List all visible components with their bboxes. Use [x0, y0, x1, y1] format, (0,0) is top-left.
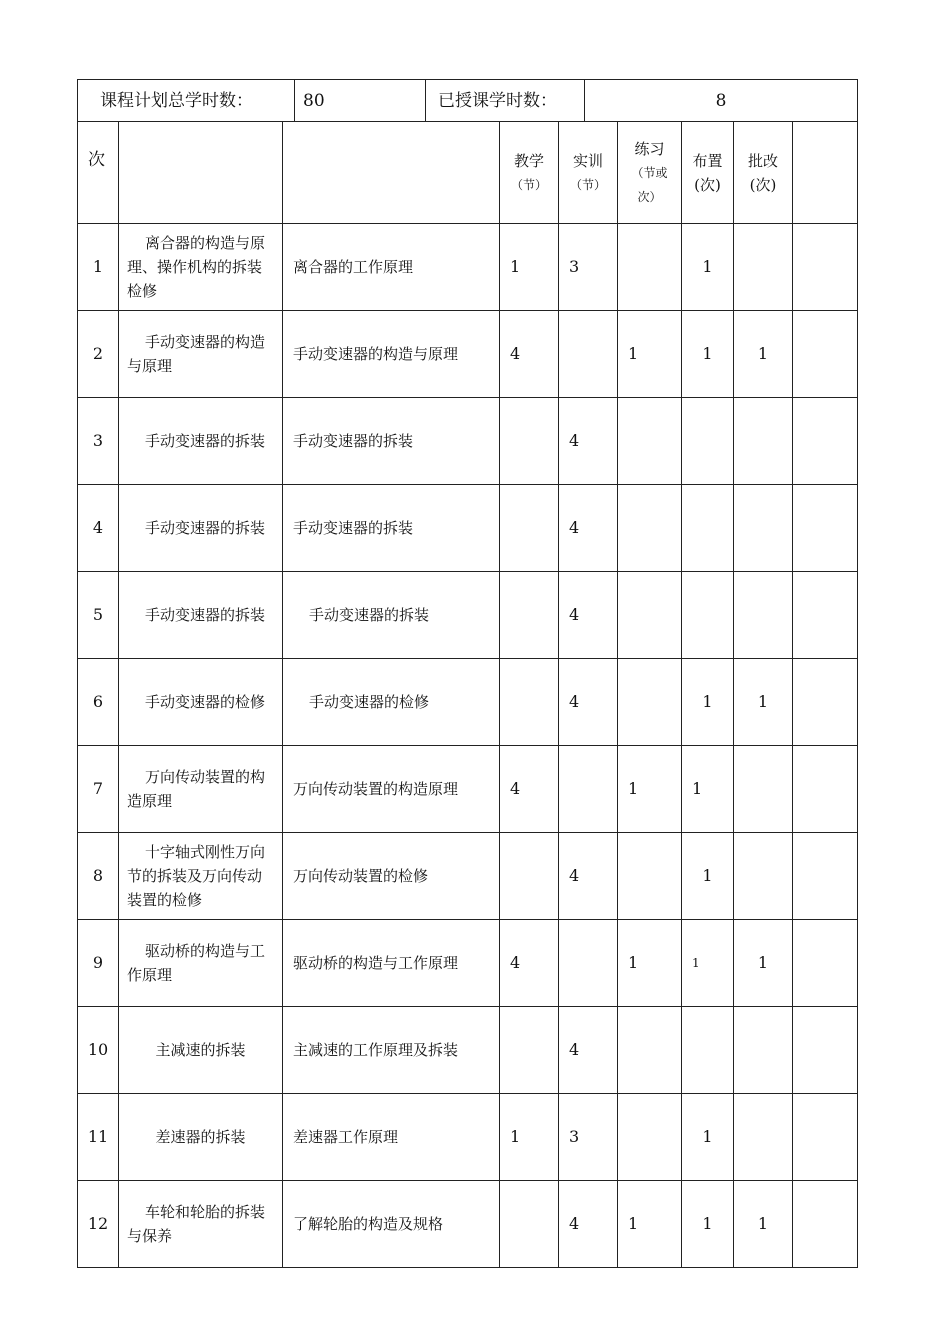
row-no: 9 — [78, 920, 119, 1007]
header-practice-line2: （节或 — [631, 165, 668, 180]
row-practice: 1 — [618, 920, 682, 1007]
row-topic — [119, 746, 283, 833]
row-topic-text: 驱动桥的构造与工作原理 — [127, 942, 266, 984]
table-row — [78, 224, 858, 311]
row-content: 万向传动装置的构造原理 — [283, 746, 500, 833]
header-extra — [793, 122, 858, 224]
row-extra — [793, 224, 858, 311]
row-teach: 4 — [500, 311, 559, 398]
row-correct — [734, 746, 793, 833]
row-train: 4 — [559, 485, 618, 572]
row-extra — [793, 398, 858, 485]
planned-hours-label: 课程计划总学时数： — [78, 80, 295, 122]
table-row — [78, 920, 858, 1007]
row-topic — [119, 485, 283, 572]
row-topic-text: 手动变速器的检修 — [145, 693, 266, 711]
header-correct-line1: 批改 — [747, 151, 778, 170]
row-extra — [793, 920, 858, 1007]
row-assign: 1 — [682, 659, 734, 746]
row-assign: 1 — [682, 833, 734, 920]
row-correct: 1 — [734, 1181, 793, 1268]
row-extra — [793, 746, 858, 833]
row-content: 手动变速器的拆装 — [283, 572, 500, 659]
row-practice: 1 — [618, 746, 682, 833]
table-row — [78, 1094, 858, 1181]
row-train: 4 — [559, 659, 618, 746]
row-train — [559, 311, 618, 398]
header-correct — [734, 122, 793, 224]
row-correct — [734, 833, 793, 920]
table-row — [78, 398, 858, 485]
row-extra — [793, 1181, 858, 1268]
row-no: 7 — [78, 746, 119, 833]
row-correct — [734, 572, 793, 659]
table-row — [78, 485, 858, 572]
row-practice — [618, 398, 682, 485]
row-content: 手动变速器的拆装 — [283, 398, 500, 485]
row-correct — [734, 485, 793, 572]
taught-hours-label: 已授课学时数： — [426, 80, 585, 122]
table-row — [78, 833, 858, 920]
row-topic-text: 手动变速器的拆装 — [145, 606, 266, 624]
row-train: 4 — [559, 572, 618, 659]
row-teach — [500, 833, 559, 920]
row-assign — [682, 1007, 734, 1094]
row-topic-text: 万向传动装置的构造原理 — [127, 768, 266, 810]
row-assign: 1 — [682, 1094, 734, 1181]
row-practice: 1 — [618, 1181, 682, 1268]
row-no: 1 — [78, 224, 119, 311]
header-topic — [119, 122, 283, 224]
row-topic — [119, 833, 283, 920]
row-no: 3 — [78, 398, 119, 485]
row-topic-text: 手动变速器的构造与原理 — [127, 333, 266, 375]
header-no: 次 — [78, 122, 119, 224]
row-content: 万向传动装置的检修 — [283, 833, 500, 920]
header-row — [78, 122, 858, 224]
row-content: 差速器工作原理 — [283, 1094, 500, 1181]
header-practice — [618, 122, 682, 224]
table-row — [78, 572, 858, 659]
row-topic-text: 手动变速器的拆装 — [145, 519, 266, 537]
header-assign — [682, 122, 734, 224]
taught-hours-value: 8 — [585, 80, 858, 122]
row-teach — [500, 1007, 559, 1094]
row-teach: 4 — [500, 920, 559, 1007]
header-train — [559, 122, 618, 224]
row-topic-text: 十字轴式刚性万向节的拆装及万向传动装置的检修 — [127, 843, 266, 909]
row-assign — [682, 572, 734, 659]
row-correct — [734, 224, 793, 311]
row-train: 3 — [559, 1094, 618, 1181]
row-assign: 1 — [682, 920, 734, 1007]
row-topic — [119, 572, 283, 659]
row-content: 离合器的工作原理 — [283, 224, 500, 311]
row-assign: 1 — [682, 224, 734, 311]
row-no: 8 — [78, 833, 119, 920]
row-teach — [500, 485, 559, 572]
row-no: 6 — [78, 659, 119, 746]
row-train: 4 — [559, 833, 618, 920]
row-correct — [734, 1007, 793, 1094]
row-content: 手动变速器的构造与原理 — [283, 311, 500, 398]
row-practice — [618, 572, 682, 659]
table-row — [78, 659, 858, 746]
row-teach: 4 — [500, 746, 559, 833]
header-train-line1: 实训 — [572, 151, 603, 170]
row-teach — [500, 572, 559, 659]
row-extra — [793, 833, 858, 920]
planned-hours-value: 80 — [295, 80, 426, 122]
row-assign — [682, 485, 734, 572]
row-practice — [618, 485, 682, 572]
row-topic — [119, 920, 283, 1007]
row-no: 5 — [78, 572, 119, 659]
row-practice — [618, 833, 682, 920]
row-extra — [793, 572, 858, 659]
row-teach: 1 — [500, 1094, 559, 1181]
table-row — [78, 746, 858, 833]
row-practice — [618, 1007, 682, 1094]
header-content — [283, 122, 500, 224]
row-teach: 1 — [500, 224, 559, 311]
row-practice — [618, 224, 682, 311]
header-assign-line2: (次) — [694, 175, 721, 194]
header-train-line2: （节） — [569, 177, 606, 192]
row-extra — [793, 1007, 858, 1094]
row-correct: 1 — [734, 920, 793, 1007]
row-practice — [618, 659, 682, 746]
header-practice-line3: 次） — [637, 189, 662, 204]
row-topic — [119, 659, 283, 746]
row-correct: 1 — [734, 311, 793, 398]
row-content: 主减速的工作原理及拆装 — [283, 1007, 500, 1094]
header-teach-line1: 教学 — [513, 151, 544, 170]
row-assign: 1 — [682, 1181, 734, 1268]
schedule-sheet — [77, 79, 857, 1268]
row-assign: 1 — [682, 311, 734, 398]
row-correct — [734, 1094, 793, 1181]
row-topic — [119, 224, 283, 311]
row-no: 4 — [78, 485, 119, 572]
row-extra — [793, 311, 858, 398]
row-assign — [682, 398, 734, 485]
row-no: 12 — [78, 1181, 119, 1268]
row-topic-text: 离合器的构造与原理、操作机构的拆装检修 — [127, 234, 266, 300]
header-teach-line2: （节） — [510, 177, 547, 192]
row-teach — [500, 1181, 559, 1268]
row-train: 4 — [559, 398, 618, 485]
row-correct — [734, 398, 793, 485]
row-train: 4 — [559, 1007, 618, 1094]
table-row — [78, 311, 858, 398]
row-topic-text: 车轮和轮胎的拆装与保养 — [127, 1203, 266, 1245]
row-teach — [500, 398, 559, 485]
row-topic: 差速器的拆装 — [119, 1094, 283, 1181]
row-train — [559, 746, 618, 833]
schedule-table — [77, 121, 858, 1268]
row-no: 10 — [78, 1007, 119, 1094]
header-correct-line2: (次) — [749, 175, 777, 194]
row-topic: 主减速的拆装 — [119, 1007, 283, 1094]
row-train: 3 — [559, 224, 618, 311]
row-no: 11 — [78, 1094, 119, 1181]
table-row — [78, 1181, 858, 1268]
row-train — [559, 920, 618, 1007]
row-topic-text: 手动变速器的拆装 — [145, 432, 266, 450]
row-assign: 1 — [682, 746, 734, 833]
row-no: 2 — [78, 311, 119, 398]
row-content: 手动变速器的检修 — [283, 659, 500, 746]
row-practice — [618, 1094, 682, 1181]
row-content: 了解轮胎的构造及规格 — [283, 1181, 500, 1268]
row-content: 手动变速器的拆装 — [283, 485, 500, 572]
table-row — [78, 1007, 858, 1094]
row-topic — [119, 398, 283, 485]
summary-table — [77, 79, 858, 122]
row-practice: 1 — [618, 311, 682, 398]
row-train: 4 — [559, 1181, 618, 1268]
row-teach — [500, 659, 559, 746]
header-assign-line1: 布置 — [692, 151, 723, 170]
row-topic — [119, 311, 283, 398]
row-correct: 1 — [734, 659, 793, 746]
row-extra — [793, 1094, 858, 1181]
row-topic — [119, 1181, 283, 1268]
header-teach — [500, 122, 559, 224]
summary-row — [78, 80, 858, 122]
row-extra — [793, 485, 858, 572]
row-content: 驱动桥的构造与工作原理 — [283, 920, 500, 1007]
row-extra — [793, 659, 858, 746]
header-practice-line1: 练习 — [634, 139, 665, 158]
